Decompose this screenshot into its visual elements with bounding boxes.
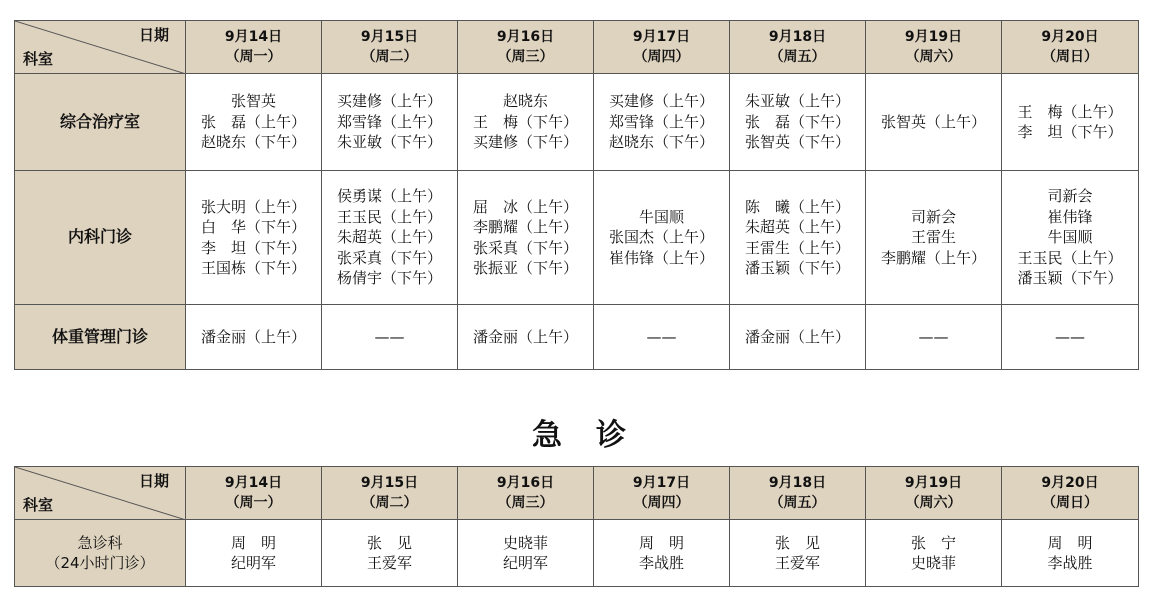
schedule-cell: [458, 171, 594, 305]
schedule-cell: [186, 74, 322, 171]
schedule-cell: [458, 520, 594, 587]
day-header-3: 9月16日 （周三）: [458, 21, 594, 74]
table-row: [15, 305, 1139, 370]
staff-entry: 史晓菲: [502, 533, 548, 552]
staff-entry: 张 宁: [910, 533, 956, 552]
dept-label: 综合治疗室: [15, 74, 186, 171]
day-header-2: 9月15日 （周二）: [322, 21, 458, 74]
staff-entry: 李战胜: [638, 554, 684, 572]
staff-entry: 郑雪锋（上午）: [336, 112, 442, 131]
staff-entry: ——: [918, 327, 949, 346]
schedule-cell: [594, 74, 730, 171]
schedule-cell: [458, 305, 594, 370]
dept-header-label: 科室: [23, 495, 54, 514]
staff-entry: 李战胜: [1047, 554, 1093, 572]
staff-entry: ——: [646, 327, 677, 346]
staff-entry: 赵晓东: [502, 92, 548, 111]
schedule-cell: [730, 171, 866, 305]
staff-entry: 王爱军: [366, 554, 412, 572]
corner-header-cell: [15, 21, 186, 74]
staff-entry: 纪明军: [502, 554, 548, 572]
staff-entry: 张 见: [774, 533, 820, 552]
dept-label: 内科门诊: [15, 171, 186, 305]
staff-entry: 王爱军: [774, 554, 820, 572]
table-row: [15, 520, 1139, 587]
staff-entry: 牛国顺: [1047, 228, 1093, 247]
staff-entry: 周 明: [1047, 533, 1093, 552]
schedule-cell: [322, 520, 458, 587]
schedule-cell: [186, 520, 322, 587]
day-header-5: 9月18日 （周五）: [730, 21, 866, 74]
schedule-cell: [730, 305, 866, 370]
schedule-cell: [730, 74, 866, 171]
staff-entry: 潘金丽（上午）: [200, 327, 306, 346]
schedule-cell: [1002, 74, 1139, 171]
emergency-dept-hours: （24小时门诊）: [45, 554, 155, 572]
table-row: [15, 171, 1139, 305]
day-header-7: 9月20日 （周日）: [1002, 467, 1139, 520]
staff-entry: 王国栋（下午）: [200, 259, 306, 277]
schedule-cell: [1002, 171, 1139, 305]
staff-entry: 周 明: [638, 533, 684, 552]
schedule-cell: [1002, 305, 1139, 370]
staff-entry: ——: [1055, 327, 1085, 346]
staff-entry: 买建修（上午）: [336, 92, 442, 111]
date-header-label: 日期: [138, 26, 169, 44]
staff-entry: 王玉民（上午）: [1017, 248, 1123, 267]
staff-entry: 朱超英（上午）: [744, 218, 850, 236]
staff-entry: 李鹏耀（上午）: [472, 218, 578, 236]
header-row: [15, 467, 1139, 520]
day-header-4: 9月17日 （周四）: [594, 467, 730, 520]
staff-entry: 朱超英（上午）: [336, 228, 442, 247]
day-header-1: 9月14日 （周一）: [186, 21, 322, 74]
day-header-7: 9月20日 （周日）: [1002, 21, 1139, 74]
staff-entry: 张 见: [366, 533, 412, 552]
staff-entry: 买建修（上午）: [608, 92, 714, 111]
staff-entry: 屈 冰（上午）: [472, 197, 578, 216]
staff-entry: 王 梅（下午）: [472, 112, 578, 131]
staff-entry: 潘玉颖（下午）: [1017, 269, 1123, 288]
staff-entry: 张大明（上午）: [200, 197, 306, 216]
day-header-5: 9月18日 （周五）: [730, 467, 866, 520]
staff-entry: 王雷生（上午）: [744, 238, 850, 257]
staff-entry: 张采真（下午）: [336, 248, 442, 267]
staff-entry: 赵晓东（下午）: [200, 133, 306, 152]
staff-entry: 侯勇谋（上午）: [336, 187, 442, 206]
staff-entry: 牛国顺: [638, 207, 684, 226]
staff-entry: 朱亚敏（上午）: [744, 92, 850, 111]
day-header-3: 9月16日 （周三）: [458, 467, 594, 520]
schedule-cell: [322, 305, 458, 370]
staff-entry: 司新会: [1047, 187, 1093, 206]
staff-entry: 王雷生: [910, 228, 956, 247]
day-header-2: 9月15日 （周二）: [322, 467, 458, 520]
staff-entry: 买建修（下午）: [472, 133, 578, 152]
staff-entry: 周 明: [230, 533, 276, 552]
schedule-cell: [866, 305, 1002, 370]
staff-entry: 李 坦（下午）: [1017, 123, 1123, 141]
day-header-1: 9月14日 （周一）: [186, 467, 322, 520]
schedule-cell: [186, 171, 322, 305]
dept-label: 体重管理门诊: [15, 305, 186, 370]
staff-entry: 潘金丽（上午）: [472, 327, 578, 346]
staff-entry: 崔伟锋: [1047, 207, 1093, 226]
staff-entry: 朱亚敏（下午）: [336, 133, 442, 152]
schedule-cell: [594, 171, 730, 305]
corner-header-cell: [15, 467, 186, 520]
schedule-cell: [1002, 520, 1139, 587]
staff-entry: 王 梅（上午）: [1017, 102, 1123, 121]
staff-entry: 张 磊（上午）: [200, 112, 306, 131]
schedule-cell: [458, 74, 594, 171]
schedule-cell: [866, 171, 1002, 305]
schedule-cell: [186, 305, 322, 370]
staff-entry: 张国杰（上午）: [608, 228, 714, 247]
schedule-cell: [730, 520, 866, 587]
staff-entry: ——: [374, 327, 405, 346]
staff-entry: 司新会: [910, 207, 956, 226]
outpatient-schedule-table: [14, 20, 1139, 370]
dept-header-label: 科室: [23, 49, 54, 68]
staff-entry: 张 磊（下午）: [744, 112, 850, 131]
schedule-cell: [322, 74, 458, 171]
dept-label: [15, 520, 186, 587]
staff-entry: 潘金丽（上午）: [744, 327, 850, 346]
schedule-cell: [594, 305, 730, 370]
day-header-6: 9月19日 （周六）: [866, 467, 1002, 520]
staff-entry: 白 华（下午）: [200, 218, 306, 236]
emergency-section-title: 急 诊: [532, 418, 628, 453]
staff-entry: 李鹏耀（上午）: [880, 248, 986, 267]
staff-entry: 李 坦（下午）: [200, 238, 306, 257]
staff-entry: 张智英: [230, 92, 276, 111]
day-header-4: 9月17日 （周四）: [594, 21, 730, 74]
staff-entry: 纪明军: [230, 554, 276, 572]
emergency-schedule-table: [14, 466, 1139, 587]
staff-entry: 崔伟锋（上午）: [608, 248, 714, 267]
staff-entry: 张智英（下午）: [744, 133, 850, 152]
staff-entry: 赵晓东（下午）: [608, 133, 714, 152]
staff-entry: 王玉民（上午）: [336, 207, 442, 226]
table-row: [15, 74, 1139, 171]
staff-entry: 郑雪锋（上午）: [608, 112, 714, 131]
staff-entry: 陈 曦（上午）: [744, 197, 850, 216]
staff-entry: 史晓菲: [910, 554, 956, 572]
schedule-cell: [866, 74, 1002, 171]
schedule-cell: [322, 171, 458, 305]
staff-entry: 潘玉颖（下午）: [744, 259, 850, 277]
emergency-dept-name: 急诊科: [77, 533, 123, 552]
day-header-6: 9月19日 （周六）: [866, 21, 1002, 74]
schedule-cell: [866, 520, 1002, 587]
staff-entry: 杨倩宇（下午）: [336, 269, 442, 288]
staff-entry: 张智英（上午）: [880, 112, 986, 131]
staff-entry: 张采真（下午）: [472, 238, 578, 257]
staff-entry: 张振亚（下午）: [472, 259, 578, 277]
header-row: [15, 21, 1139, 74]
date-header-label: 日期: [138, 472, 169, 490]
schedule-cell: [594, 520, 730, 587]
